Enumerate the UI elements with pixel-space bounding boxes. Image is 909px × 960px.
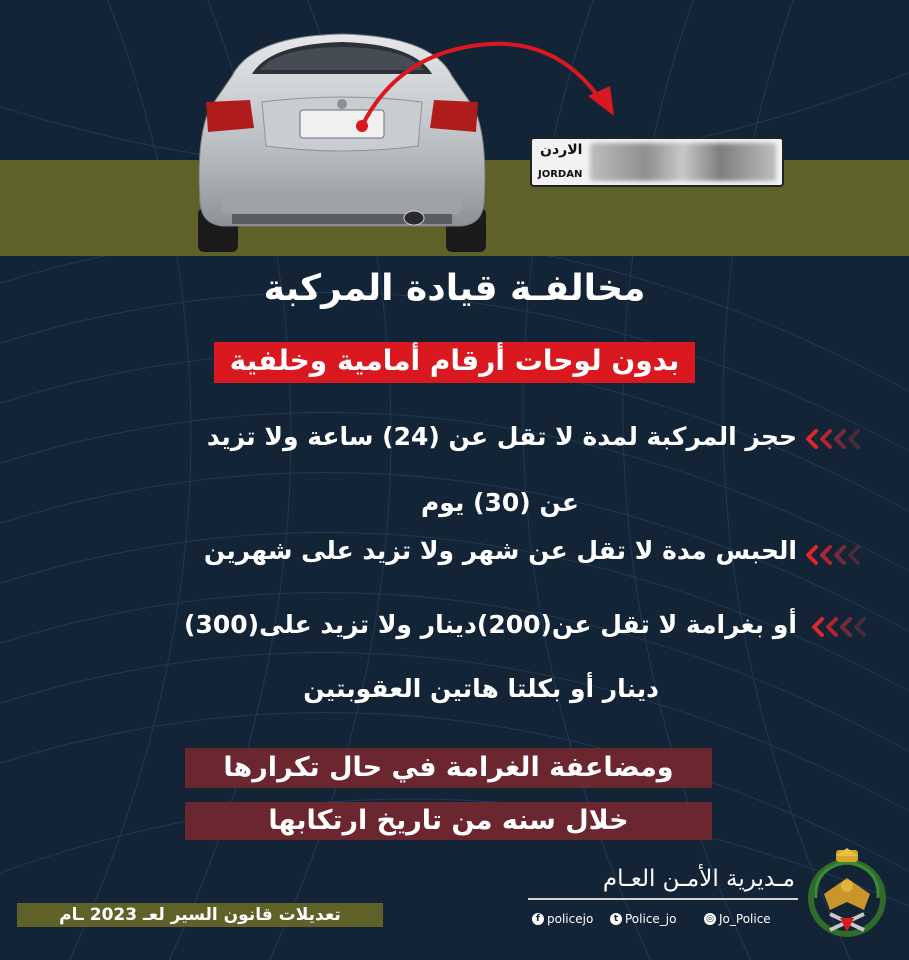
department-divider	[528, 898, 798, 900]
highlight-band-1: ومضاعفة الغرامة في حال تكرارها	[185, 748, 712, 788]
instagram-link[interactable]	[704, 912, 771, 926]
footer-caption: تعديلات قانون السير لعـ 2023 ـام	[17, 903, 383, 927]
department-name: مـديرية الأمـن العـام	[602, 866, 795, 892]
chevron-bullet-icon	[810, 616, 880, 638]
chevron-bullet-icon	[804, 544, 874, 566]
instagram-icon: ◎	[704, 913, 716, 925]
subtitle-banner: بدون لوحات أرقام أمامية وخلفية	[214, 342, 696, 383]
penalty-line-2: عن (30) يوم	[420, 488, 579, 517]
highlight-band-2: خلال سنه من تاريخ ارتكابها	[185, 802, 712, 840]
plate-country-english: JORDAN	[538, 169, 583, 180]
police-emblem-logo	[806, 848, 888, 938]
twitter-link[interactable]	[610, 912, 676, 926]
penalty-line-3: الحبس مدة لا تقل عن شهر ولا تزيد على شهرين	[203, 536, 797, 565]
red-arrow-icon	[340, 30, 630, 140]
facebook-link[interactable]	[532, 912, 593, 926]
penalty-line-1: حجز المركبة لمدة لا تقل عن (24) ساعة ولا تزيد	[206, 422, 797, 451]
twitter-icon: t	[610, 913, 622, 925]
instagram-handle: Jo_Police	[719, 912, 771, 926]
page-title: مخالفـة قيادة المركبة	[263, 268, 646, 309]
penalty-line-5: دينار أو بكلتا هاتين العقوبتين	[303, 674, 659, 703]
plate-number-blurred	[590, 143, 776, 181]
plate-country-arabic: الاردن	[540, 142, 583, 158]
facebook-handle: policejo	[547, 912, 594, 926]
license-plate	[530, 137, 784, 187]
chevron-bullet-icon	[804, 428, 874, 450]
penalty-line-4: أو بغرامة لا تقل عن(200)دينار ولا تزيد على(300)	[184, 610, 797, 639]
twitter-handle: Police_jo	[625, 912, 677, 926]
social-handles	[530, 912, 800, 932]
facebook-icon: f	[532, 913, 544, 925]
